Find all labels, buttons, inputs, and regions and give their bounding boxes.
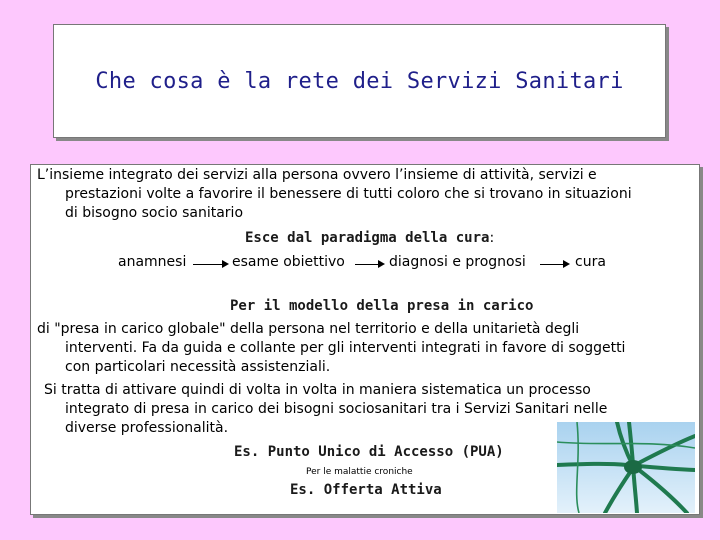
- model-line-4: Si tratta di attivare quindi di volta in volta in maniera sistematica un processo: [44, 382, 591, 398]
- model-line-5: integrato di presa in carico dei bisogni sociosanitari tra i Servizi Sanitari nelle: [65, 401, 608, 417]
- model-line-2: interventi. Fa da guida e collante per gli interventi integrati in favore di soggetti: [65, 340, 626, 356]
- model-heading: Per il modello della presa in carico: [230, 298, 534, 314]
- flow-step-diagnosi: diagnosi e prognosi: [389, 254, 526, 270]
- model-line-3: con particolari necessità assistenziali.: [65, 359, 331, 375]
- flow-step-anamnesi: anamnesi: [118, 254, 187, 270]
- flow-arrow-2: [355, 264, 383, 265]
- flow-step-cura: cura: [575, 254, 606, 270]
- flow-arrow-1: [193, 264, 227, 265]
- model-line-1: di "presa in carico globale" della persona nel territorio e della unitarietà degli: [37, 321, 580, 337]
- paradigm-heading-text: Esce dal paradigma della cura: [245, 230, 490, 246]
- paradigm-colon: :: [489, 230, 495, 246]
- example-pua-note: Per le malattie croniche: [306, 467, 413, 477]
- flow-step-esame: esame obiettivo: [232, 254, 345, 270]
- definition-line-3: di bisogno socio sanitario: [65, 205, 244, 221]
- slide-title: Che cosa è la rete dei Servizi Sanitari: [95, 69, 624, 94]
- definition-line-1: L’insieme integrato dei servizi alla persona ovvero l’insieme di attività, servizi e: [37, 167, 597, 183]
- example-pua: Es. Punto Unico di Accesso (PUA): [234, 444, 504, 460]
- model-line-6: diverse professionalità.: [65, 420, 229, 436]
- title-box: [53, 24, 666, 138]
- knotted-rope-net-icon: [557, 422, 695, 513]
- example-offerta-attiva: Es. Offerta Attiva: [290, 482, 442, 498]
- paradigm-heading: [245, 229, 494, 247]
- flow-arrow-3: [540, 264, 568, 265]
- definition-line-2: prestazioni volte a favorire il benessere di tutti coloro che si trovano in situazioni: [65, 186, 632, 202]
